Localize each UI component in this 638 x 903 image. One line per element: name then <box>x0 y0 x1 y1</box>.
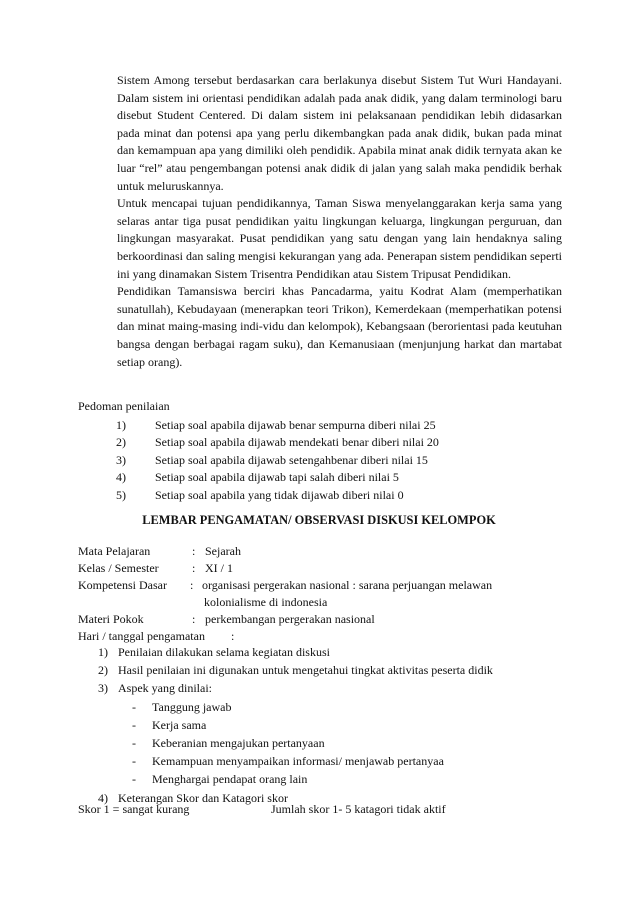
info-colon: : <box>192 544 196 558</box>
intro-text <box>117 72 562 371</box>
info-row-hari <box>78 628 558 645</box>
step-item <box>98 644 558 662</box>
info-row-kompetensi <box>78 577 558 594</box>
info-row-kompetensi-cont <box>78 594 558 611</box>
info-value: organisasi pergerakan nasional : sarana perjuangan melawan <box>202 578 493 592</box>
item-number: 4) <box>116 470 126 485</box>
info-colon: : <box>231 629 235 643</box>
scoring-item <box>116 452 558 470</box>
step-text: Keterangan Skor dan Katagori skor <box>118 790 288 805</box>
paragraph-pancadarma: Pendidikan Tamansiswa berciri khas Pancadarma, yaitu Kodrat Alam (memperhatikan sunatullah), Kebudayaan (menerapkan teori Trikon), Kemerdekaan (memperhatikan potensi dan minat maing-masing indi-vidu dan kelompok), Kebangsaan (berorientasi pada keutuhan bangsa dengan berbagai ragam suku), dan Kemanusiaan (menjunjung harkat dan martabat setiap orang). <box>117 284 562 369</box>
item-number: 2) <box>116 435 126 450</box>
info-row-materi <box>78 611 558 628</box>
step-text: Penilaian dilakukan selama kegiatan diskusi <box>118 645 330 659</box>
identity-table <box>78 543 558 645</box>
info-value: Sejarah <box>205 544 241 558</box>
item-text: Setiap soal apabila dijawab mendekati benar diberi nilai 20 <box>155 435 439 450</box>
info-value: kolonialisme di indonesia <box>204 595 328 609</box>
skor-line <box>78 801 558 819</box>
aspect-text: Tanggung jawab <box>152 699 232 714</box>
item-text: Setiap soal apabila dijawab benar sempurna diberi nilai 25 <box>155 417 436 432</box>
bullet-dash: - <box>132 754 136 769</box>
paragraph-sistem-among: Sistem Among tersebut berdasarkan cara berlakunya disebut Sistem Tut Wuri Handayani. Dalam sistem ini orientasi pendidikan adalah pada anak didik, yang dalam terminologi baru disebut Student Centered. Di dalam sistem ini pelaksanaan pendidikan lebih didasarkan pada minat dan potensi apa yang perlu dikembangkan pada anak didik, bukan pada minat dan kemampuan apa yang dimiliki oleh pendidik. Apabila minat anak didik ternyata akan ke luar “rel” atau pengembangan potensi anak didik di jalan yang salah maka pendidik berhak untuk meluruskannya. <box>117 73 562 193</box>
item-number: 5) <box>116 487 126 502</box>
scoring-item <box>116 417 558 435</box>
scoring-item <box>116 487 558 505</box>
step-text: Aspek yang dinilai: <box>118 681 212 696</box>
info-colon: : <box>192 612 196 626</box>
info-colon: : <box>190 578 194 592</box>
bullet-dash: - <box>132 735 136 750</box>
scoring-list <box>116 417 558 505</box>
step-item <box>98 680 558 698</box>
info-label: Kelas / Semester <box>78 561 159 575</box>
info-label: Materi Pokok <box>78 612 144 626</box>
step-number: 4) <box>98 790 108 805</box>
aspect-item <box>98 699 558 717</box>
info-row-kelas <box>78 560 558 577</box>
skor-right: Jumlah skor 1- 5 katagori tidak aktif <box>271 802 446 816</box>
item-number: 3) <box>116 452 126 467</box>
item-text: Setiap soal apabila dijawab setengahbenar diberi nilai 15 <box>155 452 428 467</box>
info-label: Kompetensi Dasar <box>78 578 167 592</box>
pedoman-penilaian <box>78 398 558 505</box>
aspect-text: Kerja sama <box>152 717 207 732</box>
step-number: 3) <box>98 681 108 696</box>
skor-left: Skor 1 = sangat kurang <box>78 802 190 816</box>
info-value: perkembangan pergerakan nasional <box>205 612 375 626</box>
item-text: Setiap soal apabila yang tidak dijawab diberi nilai 0 <box>155 487 404 502</box>
paragraph-tripusat: Untuk mencapai tujuan pendidikannya, Taman Siswa menyelanggarakan kerja sama yang selaras antar tiga pusat pendidikan yaitu lingkungan keluarga, lingkungan perguruan, dan lingkungan masyarakat. Pusat pendidikan yang satu dengan yang lain hendaknya saling berkoordinasi dan saling mengisi kekurangan yang ada. Penerapan sistem pendidikan seperti ini yang dinamakan Sistem Trisentra Pendidikan atau Sistem Tripusat Pendidikan. <box>117 196 562 281</box>
item-number: 1) <box>116 417 126 432</box>
item-text: Setiap soal apabila dijawab tapi salah diberi nilai 5 <box>155 470 399 485</box>
scoring-item <box>116 469 558 487</box>
aspect-item <box>98 771 558 789</box>
aspect-text: Menghargai pendapat orang lain <box>152 772 308 787</box>
aspect-item <box>98 753 558 771</box>
scoring-item <box>116 434 558 452</box>
aspect-item <box>98 717 558 735</box>
pedoman-title: Pedoman penilaian <box>78 399 170 413</box>
lembar-title: LEMBAR PENGAMATAN/ OBSERVASI DISKUSI KELOMPOK <box>142 513 496 527</box>
step-text: Hasil penilaian ini digunakan untuk mengetahui tingkat aktivitas peserta didik <box>118 663 493 678</box>
observation-steps <box>98 644 558 808</box>
info-colon: : <box>192 561 196 575</box>
step-item <box>98 662 558 680</box>
aspect-text: Keberanian mengajukan pertanyaan <box>152 735 325 750</box>
bullet-dash: - <box>132 717 136 732</box>
aspect-list <box>98 699 558 790</box>
bullet-dash: - <box>132 699 136 714</box>
step-number: 1) <box>98 645 108 659</box>
aspect-item <box>98 735 558 753</box>
aspect-text: Kemampuan menyampaikan informasi/ menjawab pertanyaa <box>152 754 444 769</box>
info-row-mapel <box>78 543 558 560</box>
step-number: 2) <box>98 663 108 678</box>
info-value: XI / 1 <box>205 561 233 575</box>
info-label: Mata Pelajaran <box>78 544 151 558</box>
info-label: Hari / tanggal pengamatan <box>78 629 205 643</box>
bullet-dash: - <box>132 772 136 787</box>
